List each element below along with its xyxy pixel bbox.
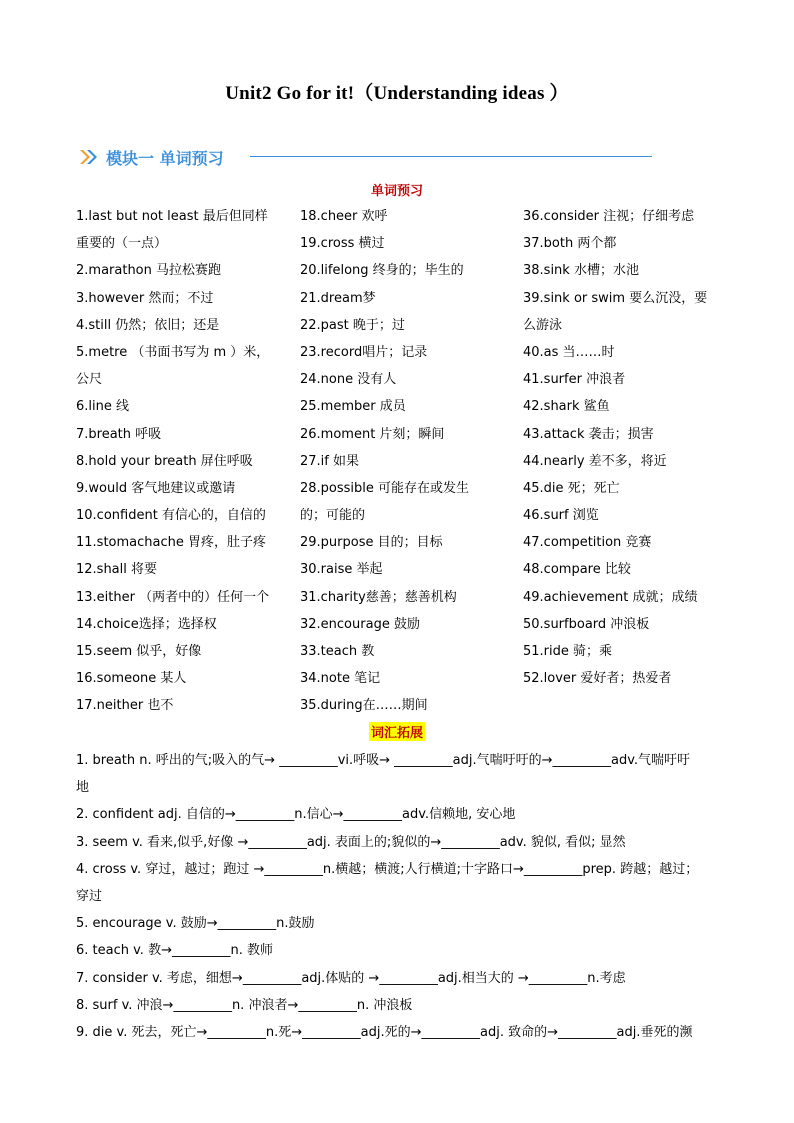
- vocab-item: 24.none 没有人: [300, 372, 397, 388]
- extension-line: 5. encourage v. 鼓励→_________n.鼓励: [76, 916, 315, 932]
- section-title-vocab-extension: 词汇拓展: [369, 722, 425, 741]
- vocab-item: 30.raise 举起: [300, 562, 383, 578]
- extension-line: 3. seem v. 看来,似乎,好像 →_________adj. 表面上的;貌似的→_________adv. 貌似, 看似; 显然: [76, 834, 626, 850]
- vocab-item: 44.nearly 差不多，将近: [523, 453, 667, 469]
- vocab-item: 39.sink or swim 要么沉没，要: [523, 290, 708, 306]
- vocab-item: 15.seem 似乎，好像: [76, 644, 202, 659]
- page-title: Unit2 Go for it!（Understanding ideas ）: [225, 83, 569, 104]
- vocab-item: 22.past 晚于；过: [300, 317, 405, 333]
- vocab-item: 48.compare 比较: [523, 562, 631, 578]
- vocab-item: 6.line 线: [76, 399, 129, 415]
- vocab-item: 12.shall 将要: [76, 562, 158, 578]
- vocab-item: 41.surfer 冲浪者: [523, 372, 626, 388]
- vocab-item: 29.purpose 目的；目标: [300, 535, 443, 551]
- vocab-item: 7.breath 呼吸: [76, 426, 162, 442]
- vocab-column-1: [76, 203, 282, 720]
- vocab-item: 19.cross 横过: [300, 236, 385, 252]
- vocab-item: 38.sink 水槽；水池: [523, 263, 639, 279]
- extension-line: 7. consider v. 考虑，细想→_________adj.体贴的 →_________adj.相当大的 →_________n.考虑: [76, 970, 626, 986]
- vocab-item: 25.member 成员: [300, 399, 406, 415]
- vocab-item: 10.confident 有信心的，自信的: [76, 508, 266, 524]
- extension-line: 1. breath n. 呼出的气;吸入的气→ _________vi.呼吸→ _________adj.气喘吁吁的→_________adv.气喘吁吁: [76, 753, 691, 768]
- vocab-item: 28.possible 可能存在或发生: [300, 480, 470, 496]
- vocab-item: 49.achievement 成就；成绩: [523, 589, 698, 605]
- vocab-item: 35.during在……期间: [300, 698, 428, 714]
- vocab-item: 5.metre （书面书写为 m ）米，: [76, 344, 270, 360]
- vocab-item: 42.shark 鲨鱼: [523, 399, 610, 415]
- vocab-item: 2.marathon 马拉松赛跑: [76, 263, 222, 279]
- vocab-item: 17.neither 也不: [76, 698, 174, 714]
- vocab-item: 16.someone 某人: [76, 671, 187, 687]
- module-divider: [250, 156, 652, 157]
- vocab-item: 23.record唱片；记录: [300, 344, 428, 360]
- vocab-item: 32.encourage 鼓励: [300, 616, 420, 632]
- module-label: 模块一 单词预习: [106, 148, 224, 168]
- double-chevron-icon: [78, 148, 100, 166]
- vocab-item: 21.dream梦: [300, 290, 376, 306]
- vocab-item: 公尺: [76, 372, 103, 388]
- extension-line: 4. cross v. 穿过，越过；跑过 →_________n.横越；横渡;人行横道;十字路口→_________prep. 跨越；越过；: [76, 861, 699, 877]
- vocab-item: 47.competition 竞赛: [523, 535, 652, 551]
- vocab-item: 26.moment 片刻；瞬间: [300, 426, 445, 442]
- extension-line: 9. die v. 死去，死亡→_________n.死→_________adj.死的→_________adj. 致命的→_________adj.垂死的濒: [76, 1024, 693, 1040]
- vocab-item: 33.teach 教: [300, 644, 375, 659]
- vocab-item: 46.surf 浏览: [523, 508, 599, 524]
- vocab-item: 4.still 仍然；依旧；还是: [76, 317, 220, 333]
- vocab-column-2: [300, 203, 505, 720]
- vocab-item: 27.if 如果: [300, 453, 359, 469]
- extension-line: 穿过: [76, 888, 103, 904]
- extension-exercises: [76, 747, 721, 1046]
- vocab-item: 重要的（一点）: [76, 236, 168, 252]
- vocab-item: 14.choice选择；选择权: [76, 616, 217, 632]
- vocab-item: 1.last but not least 最后但同样: [76, 209, 268, 224]
- vocab-item: 37.both 两个都: [523, 236, 617, 252]
- vocab-item: 的；可能的: [300, 508, 366, 524]
- vocab-item: 20.lifelong 终身的；毕生的: [300, 263, 464, 279]
- vocab-item: 11.stomachache 胃疼，肚子疼: [76, 535, 266, 551]
- vocab-item: 50.surfboard 冲浪板: [523, 616, 650, 632]
- vocab-item: 45.die 死；死亡: [523, 480, 620, 496]
- vocab-item: 31.charity慈善；慈善机构: [300, 589, 457, 605]
- vocab-item: 43.attack 袭击；损害: [523, 426, 654, 442]
- vocab-item: 13.either （两者中的）任何一个: [76, 589, 270, 605]
- extension-line: 2. confident adj. 自信的→_________n.信心→_________adv.信赖地, 安心地: [76, 807, 516, 823]
- section-title-wrap: [0, 722, 794, 742]
- vocab-item: 40.as 当……时: [523, 344, 615, 360]
- vocab-item: 34.note 笔记: [300, 671, 381, 687]
- vocab-item: 8.hold your breath 屏住呼吸: [76, 453, 253, 469]
- vocab-item: 36.consider 注视；仔细考虑: [523, 209, 695, 224]
- vocab-item: 52.lover 爱好者；热爱者: [523, 671, 672, 687]
- vocab-column-3: [523, 203, 723, 692]
- vocab-item: 么游泳: [523, 317, 563, 333]
- vocab-item: 51.ride 骑；乘: [523, 644, 613, 659]
- section-title-vocab-preview: 单词预习: [370, 184, 423, 199]
- vocab-item: 18.cheer 欢呼: [300, 209, 388, 224]
- extension-line: 地: [76, 780, 90, 796]
- extension-line: 6. teach v. 教→_________n. 教师: [76, 943, 273, 959]
- extension-line: 8. surf v. 冲浪→_________n. 冲浪者→_________n. 冲浪板: [76, 997, 413, 1013]
- vocab-item: 9.would 客气地建议或邀请: [76, 480, 236, 496]
- vocab-item: 3.however 然而；不过: [76, 290, 214, 306]
- module-header: [78, 146, 224, 168]
